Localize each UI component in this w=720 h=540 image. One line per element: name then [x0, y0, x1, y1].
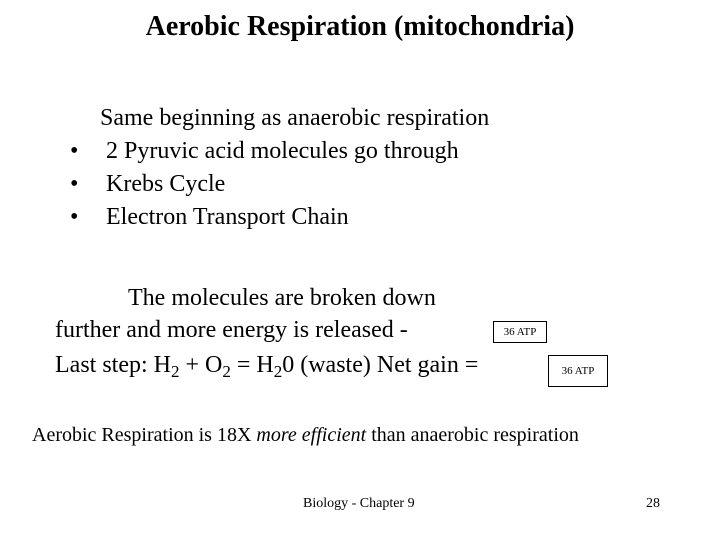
summary-emphasis: more efficient — [256, 424, 367, 446]
slide-title: Aerobic Respiration (mitochondria) — [145, 11, 575, 42]
summary-after: than anaerobic respiration — [366, 424, 579, 446]
bullet-item — [70, 201, 459, 234]
bullet-text: Electron Transport Chain — [106, 204, 349, 230]
subscript: 2 — [222, 362, 231, 381]
atp-box-net-gain: 36 ATP — [548, 355, 608, 387]
summary-before: Aerobic Respiration is 18X — [32, 424, 257, 446]
bullet-item — [70, 135, 459, 168]
paragraph-line-3 — [55, 347, 478, 383]
page-number: 28 — [646, 496, 660, 511]
intro-text: Same beginning as anaerobic respiration — [100, 105, 490, 131]
equation-prefix: Last step: H — [55, 352, 171, 378]
equation-plus: + O — [179, 352, 223, 378]
bullet-glyph: • — [70, 171, 79, 197]
bullet-text: Krebs Cycle — [106, 171, 226, 197]
bullet-glyph: • — [70, 204, 79, 230]
subscript: 2 — [273, 362, 283, 381]
bullet-text: 2 Pyruvic acid molecules go through — [106, 138, 459, 164]
footer-chapter: Biology - Chapter 9 — [303, 496, 415, 511]
equation-equals: = H — [230, 352, 274, 378]
bullet-item — [70, 168, 459, 201]
bullet-list — [70, 135, 459, 234]
equation-suffix: 0 (waste) Net gain = — [282, 352, 479, 378]
paragraph-line-2: further and more energy is released - — [55, 317, 408, 343]
summary-text — [32, 420, 612, 450]
subscript: 2 — [170, 362, 180, 381]
atp-box-released: 36 ATP — [493, 321, 547, 343]
paragraph-line-1: The molecules are broken down — [128, 285, 436, 311]
bullet-glyph: • — [70, 138, 79, 164]
